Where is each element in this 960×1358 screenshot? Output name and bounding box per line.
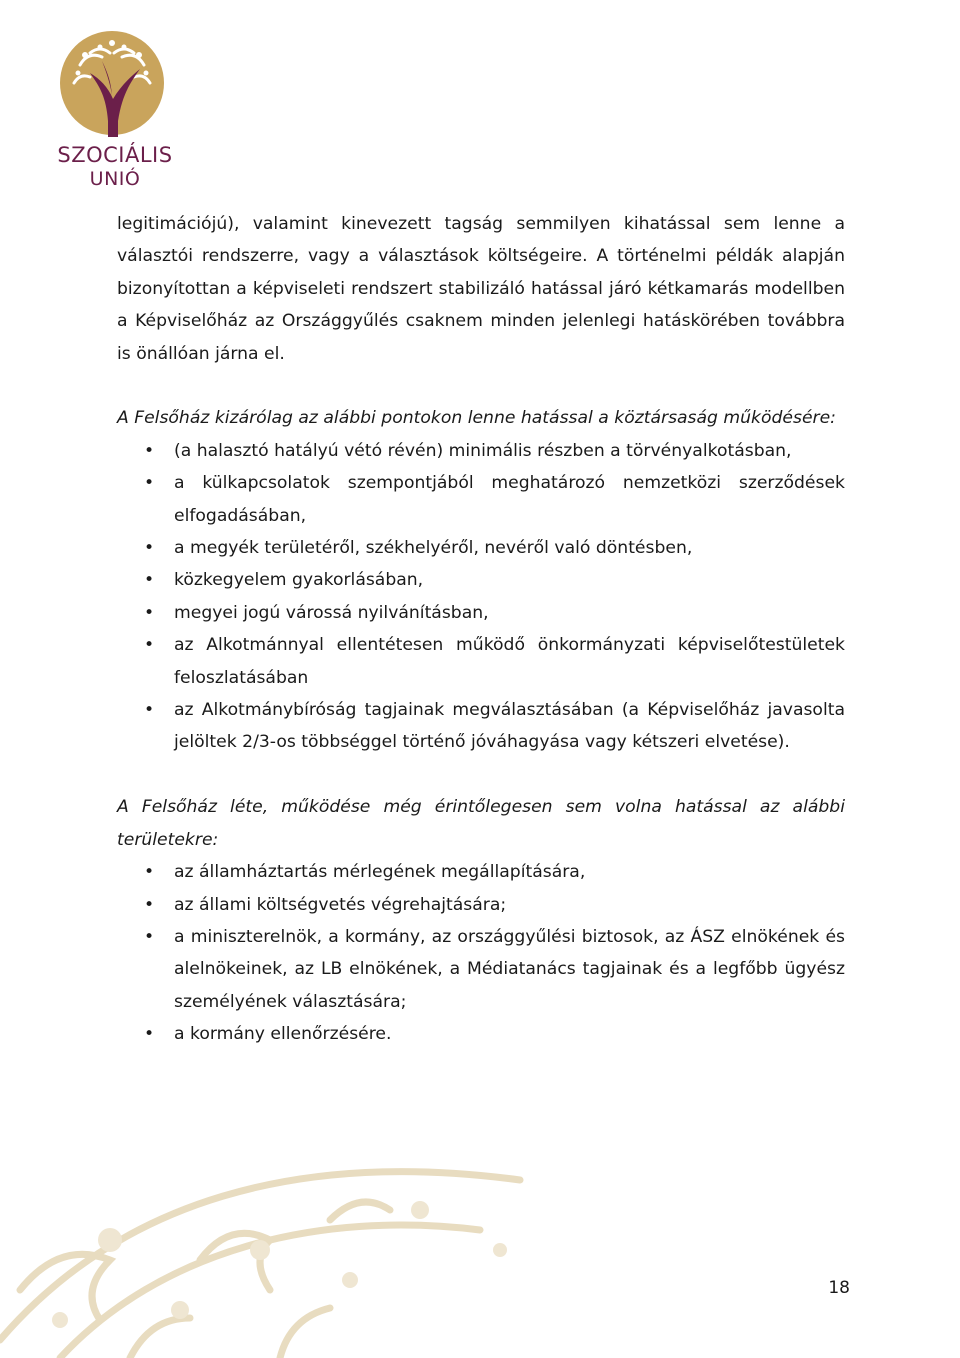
floral-ornament-icon: [0, 1140, 620, 1358]
intro-paragraph: legitimációjú), valamint kinevezett tagság semmilyen kihatással sem lenne a választói rendszerre, vagy a választások költségeire. A történelmi példák alapján bizonyítottan a képviseleti rendszert stabilizáló hatással járó kétkamarás modellben a Képviselőház az Országgyűlés csaknem minden jelenlegi hatáskörében továbbra is önállóan járna el.: [117, 214, 845, 364]
section1-heading: A Felsőház kizárólag az alábbi pontokon lenne hatással a köztársaság működésére:: [117, 408, 836, 429]
page-number: 18: [828, 1278, 850, 1298]
list-item: • a kormány ellenőrzésére.: [117, 1018, 845, 1050]
logo-wordmark-line2: UNIÓ: [89, 168, 141, 190]
logo: [50, 25, 180, 193]
section2-list: [117, 856, 845, 1050]
list-item: • megyei jogú várossá nyilvánításban,: [117, 597, 845, 629]
section2-heading: A Felsőház léte, működése még érintőlegesen sem volna hatással az alábbi területekre:: [117, 797, 845, 850]
list-item: • közkegyelem gyakorlásában,: [117, 564, 845, 596]
logo-wordmark-line1: SZOCIÁLIS: [57, 143, 173, 167]
list-item: • a megyék területéről, székhelyéről, nevéről való döntésben,: [117, 532, 845, 564]
document-body: [117, 208, 845, 1051]
tree-emblem-icon: [50, 25, 180, 145]
list-item: • az Alkotmánnyal ellentétesen működő önkormányzati képviselőtestületek feloszlatásában: [117, 629, 845, 694]
section1-list: [117, 435, 845, 759]
list-item: • a miniszterelnök, a kormány, az országgyűlési biztosok, az ÁSZ elnökének és alelnökeinek, az LB elnökének, a Médiatanács tagjainak és a legfőbb ügyész személyének választására;: [117, 921, 845, 1018]
list-item: • a külkapcsolatok szempontjából meghatározó nemzetközi szerződések elfogadásában,: [117, 467, 845, 532]
list-item: • az állami költségvetés végrehajtására;: [117, 889, 845, 921]
list-item: • (a halasztó hatályú vétó révén) minimális részben a törvényalkotásban,: [117, 435, 845, 467]
list-item: • az államháztartás mérlegének megállapítására,: [117, 856, 845, 888]
list-item: • az Alkotmánybíróság tagjainak megválasztásában (a Képviselőház javasolta jelöltek 2/3-os többséggel történő jóváhagyása vagy kétszeri elvetése).: [117, 694, 845, 759]
